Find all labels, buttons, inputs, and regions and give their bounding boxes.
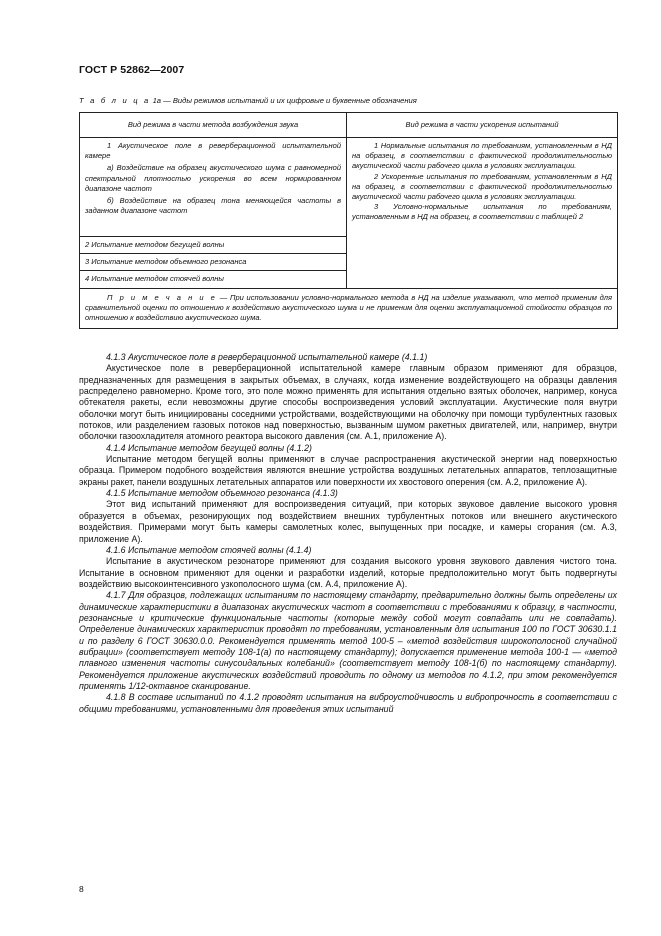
column-header-excitation: Вид режима в части метода возбуждения звука — [80, 113, 347, 138]
acceleration-modes-cell — [347, 138, 618, 289]
paragraph-4-1-4-heading: 4.1.4 Испытание методом бегущей волны (4.1.2) — [106, 442, 312, 453]
modes-table — [79, 112, 618, 329]
note-text: — При использовании условно-нормального метода в НД на изделие указывают, что метод применим для сравнительной оценки по отношению к воздействию акустического шума и не применим для оценки эксплуатационной стойкости образцов по отношению к воздействию акустического шума. — [85, 292, 612, 323]
mode-1-cell — [80, 138, 347, 237]
mode-4-cell: 4 Испытание методом стоячей волны — [80, 271, 347, 288]
table-caption-prefix: Т а б л и ц а — [79, 96, 151, 105]
paragraph-4-1-5: Этот вид испытаний применяют для воспроизведения ситуаций, при которых звуковое давление высокого уровня образуется в объемах, резонирующих под воздействием внешних турбулентных потоков или внешнего акустического воздействия. Примерами могут быть камеры самолетных колес, выпущенных при посадке, и камеры сгорания (см. А.3, приложение А). — [79, 499, 617, 544]
mode-1b-text: б) Воздействие на образец тона меняющейся частоты в заданном диапазоне частот — [85, 196, 341, 216]
table-note-row — [80, 288, 618, 329]
acceleration-mode-2: 2 Ускоренные испытания по требованиям, установленным в НД на образец, в соответствии с фактической продолжительностью акустической части рабочего цикла в условиях эксплуатации. — [352, 171, 612, 202]
acceleration-mode-3: 3 Условно-нормальные испытания по требованиям, установленным в НД на образец, в соответствии с таблицей 2 — [352, 202, 612, 222]
column-header-acceleration: Вид режима в части ускорения испытаний — [347, 113, 618, 138]
table-caption — [79, 96, 417, 105]
acceleration-mode-1: 1 Нормальные испытания по требованиям, установленным в НД на образец, в соответствии с фактической продолжительностью акустической части рабочего цикла в условиях эксплуатации. — [352, 141, 612, 171]
paragraph-4-1-5-heading: 4.1.5 Испытание методом объемного резонанса (4.1.3) — [106, 488, 338, 499]
table-header-row — [80, 113, 618, 138]
paragraph-4-1-6-heading: 4.1.6 Испытание методом стоячей волны (4.1.4) — [106, 544, 312, 555]
paragraph-4-1-6: Испытание в акустическом резонаторе применяют для создания высокого уровня звукового давления чистого тона. Испытание в основном применяют для оценки и разработки изделий, которые предположительно могут быть подвергнуты воздействию высокоинтенсивного узкополосного шума (см. А.4, приложение А). — [79, 556, 617, 589]
document-code-header: ГОСТ Р 52862—2007 — [79, 64, 185, 76]
mode-1a-text: а) Воздействие на образец акустического шума с равномерной спектральной плотностью ускорения во всем нормированном диапазоне частот — [85, 163, 341, 193]
table-row — [80, 138, 618, 237]
table-note — [80, 288, 618, 329]
mode-2-cell: 2 Испытание методом бегущей волны — [80, 237, 347, 254]
paragraph-4-1-7: 4.1.7 Для образцов, подлежащих испытаниям по настоящему стандарту, предварительно должны быть определены их динамические характеристики в диапазонах акустических частот в соответствии с требованиями к образцу, в частности, резонансные и критические функциональные частоты (которые между собой могут совпадать или не совпадать). Определение динамических характеристик проводят по требованиям, установленным для испытания 100 по ГОСТ 30630.1.1 и по разделу 6 ГОСТ 30630.0.0. Рекомендуется применять метод 100-5 – «метод воздействия широкополосной случайной вибрации» (соответствует методу 108-1(а) по настоящему стандарту); допускается применение метода 100-1 — «метод плавного изменения частоты синусоидальных колебаний» (соответствует методу 108-1(б) по настоящему стандарту). Рекомендуется приложение акустических воздействий проводить по одному из методов по 4.1.2, при этом рекомендуется применять 1/12-октавное сканирование. — [79, 590, 617, 691]
paragraph-4-1-3: Акустическое поле в реверберационной испытательной камере главным образом применяют для образцов, предназначенных для размещения в закрытых объемах, в случаях, когда изменение воздействующего на образцы давления распределено равномерно. Кроме того, это поле можно применять для испытания отдельно взятых оболочек, например, конуса обтекателя ракеты, если невозможны другие способы воспроизведения условий эксплуатации. Акустические поля внутри оболочки могут быть инициированы соседними устройствами, воздействующими на оболочку при помощи турбулентных газовых потоков, или разделением газовых потоков над поверхностью, вызванным шумом ракетных двигателей, или, например, внутри оболочки газоохладителя атомного реактора высокого давления (см. А.1, приложение А). — [79, 363, 617, 442]
mode-1-text: 1 Акустическое поле в реверберационной испытательной камере — [85, 141, 341, 161]
note-prefix: П р и м е ч а н и е — [107, 292, 218, 302]
mode-3-cell: 3 Испытание методом объемного резонанса — [80, 254, 347, 271]
paragraph-4-1-3-heading: 4.1.3 Акустическое поле в реверберационной испытательной камере (4.1.1) — [106, 352, 428, 362]
page-number: 8 — [79, 884, 84, 894]
body-text — [79, 352, 617, 715]
paragraph-4-1-8: 4.1.8 В составе испытаний по 4.1.2 проводят испытания на виброустойчивость и вибропрочность в соответствии с общими требованиями, установленными для проведения этих испытаний — [79, 692, 617, 714]
paragraph-4-1-4: Испытание методом бегущей волны применяют в случае распространения акустической энергии над поверхностью образца. Примером подобного воздействия являются внешние устройства воздушных летательных аппаратов, теплозащитные экраны ракет, панели воздушных летательных аппаратов или поверхности их хвостового оперения (см. А.2, приложение А). — [79, 454, 617, 487]
table-caption-text: 1а — Виды режимов испытаний и их цифровые и буквенные обозначения — [150, 96, 417, 105]
